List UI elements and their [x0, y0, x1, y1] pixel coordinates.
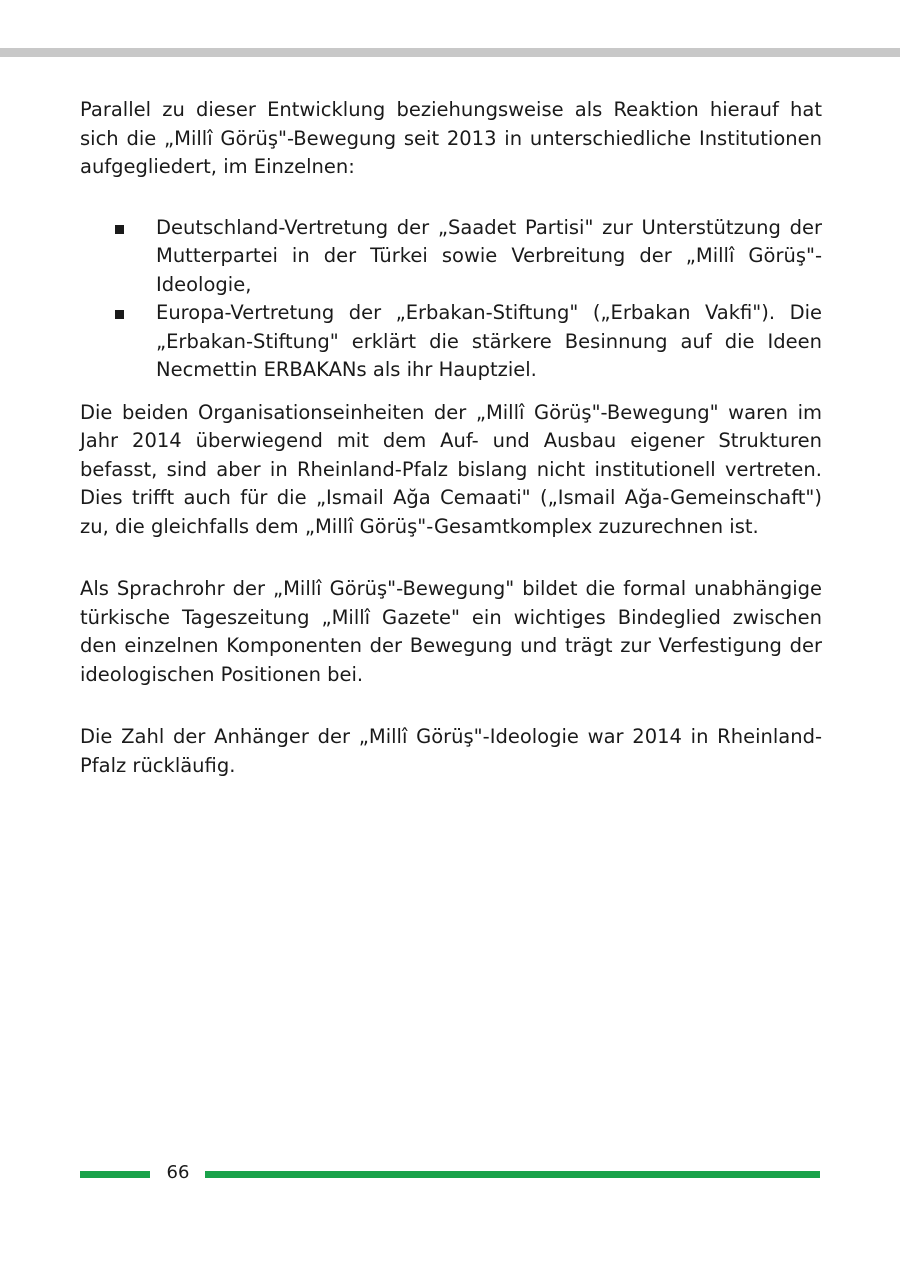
- list-item: [80, 299, 822, 385]
- bullet-square-icon: [115, 310, 124, 319]
- bullet-square-icon: [115, 225, 124, 234]
- footer-bar-left: [80, 1171, 150, 1178]
- top-divider: [0, 48, 900, 57]
- list-item: [80, 214, 822, 300]
- paragraph-newspaper: Als Sprachrohr der „Millî Görüş"-Bewegung" bildet die formal unabhängige türkische Tageszeitung „Millî Gazete" ein wichtiges Bindeglied zwischen den einzelnen Komponenten der Bewegung und trägt zur Verfestigung der ideologischen Positionen bei.: [80, 577, 822, 686]
- list-item-text: Europa-Vertretung der „Erbakan-Stiftung" („Erbakan Vakfi"). Die „Erbakan-Stiftung" erklärt die stärkere Besinnung auf die Ideen Necmettin ERBAKANs als ihr Hauptziel.: [156, 301, 822, 381]
- list-item-text: Deutschland-Vertretung der „Saadet Partisi" zur Unterstützung der Mutterpartei in der Türkei sowie Verbreitung der „Millî Görüş"-Ideologie,: [156, 215, 822, 296]
- paragraph-intro: Parallel zu dieser Entwicklung beziehungsweise als Reaktion hierauf hat sich die „Millî Görüş"-Bewegung seit 2013 in unterschiedliche Institutionen aufgegliedert, im Einzelnen:: [80, 98, 822, 178]
- page-number: 66: [166, 1162, 190, 1183]
- bullet-list: [80, 214, 822, 385]
- footer-bar-right: [205, 1171, 820, 1178]
- paragraph-organisations: Die beiden Organisationseinheiten der „Millî Görüş"-Bewegung" waren im Jahr 2014 überwiegend mit dem Auf- und Ausbau eigener Strukturen befasst, sind aber in Rheinland-Pfalz bislang nicht institutionell vertreten. Dies trifft auch für die „Ismail Ağa Cemaati" („Ismail Ağa-Gemeinschaft") zu, die gleichfalls dem „Millî Görüş"-Gesamtkomplex zuzurechnen ist.: [80, 400, 822, 538]
- page-body: [80, 96, 822, 780]
- paragraph-followers: Die Zahl der Anhänger der „Millî Görüş"-Ideologie war 2014 in Rheinland-Pfalz rückläufig.: [80, 725, 822, 777]
